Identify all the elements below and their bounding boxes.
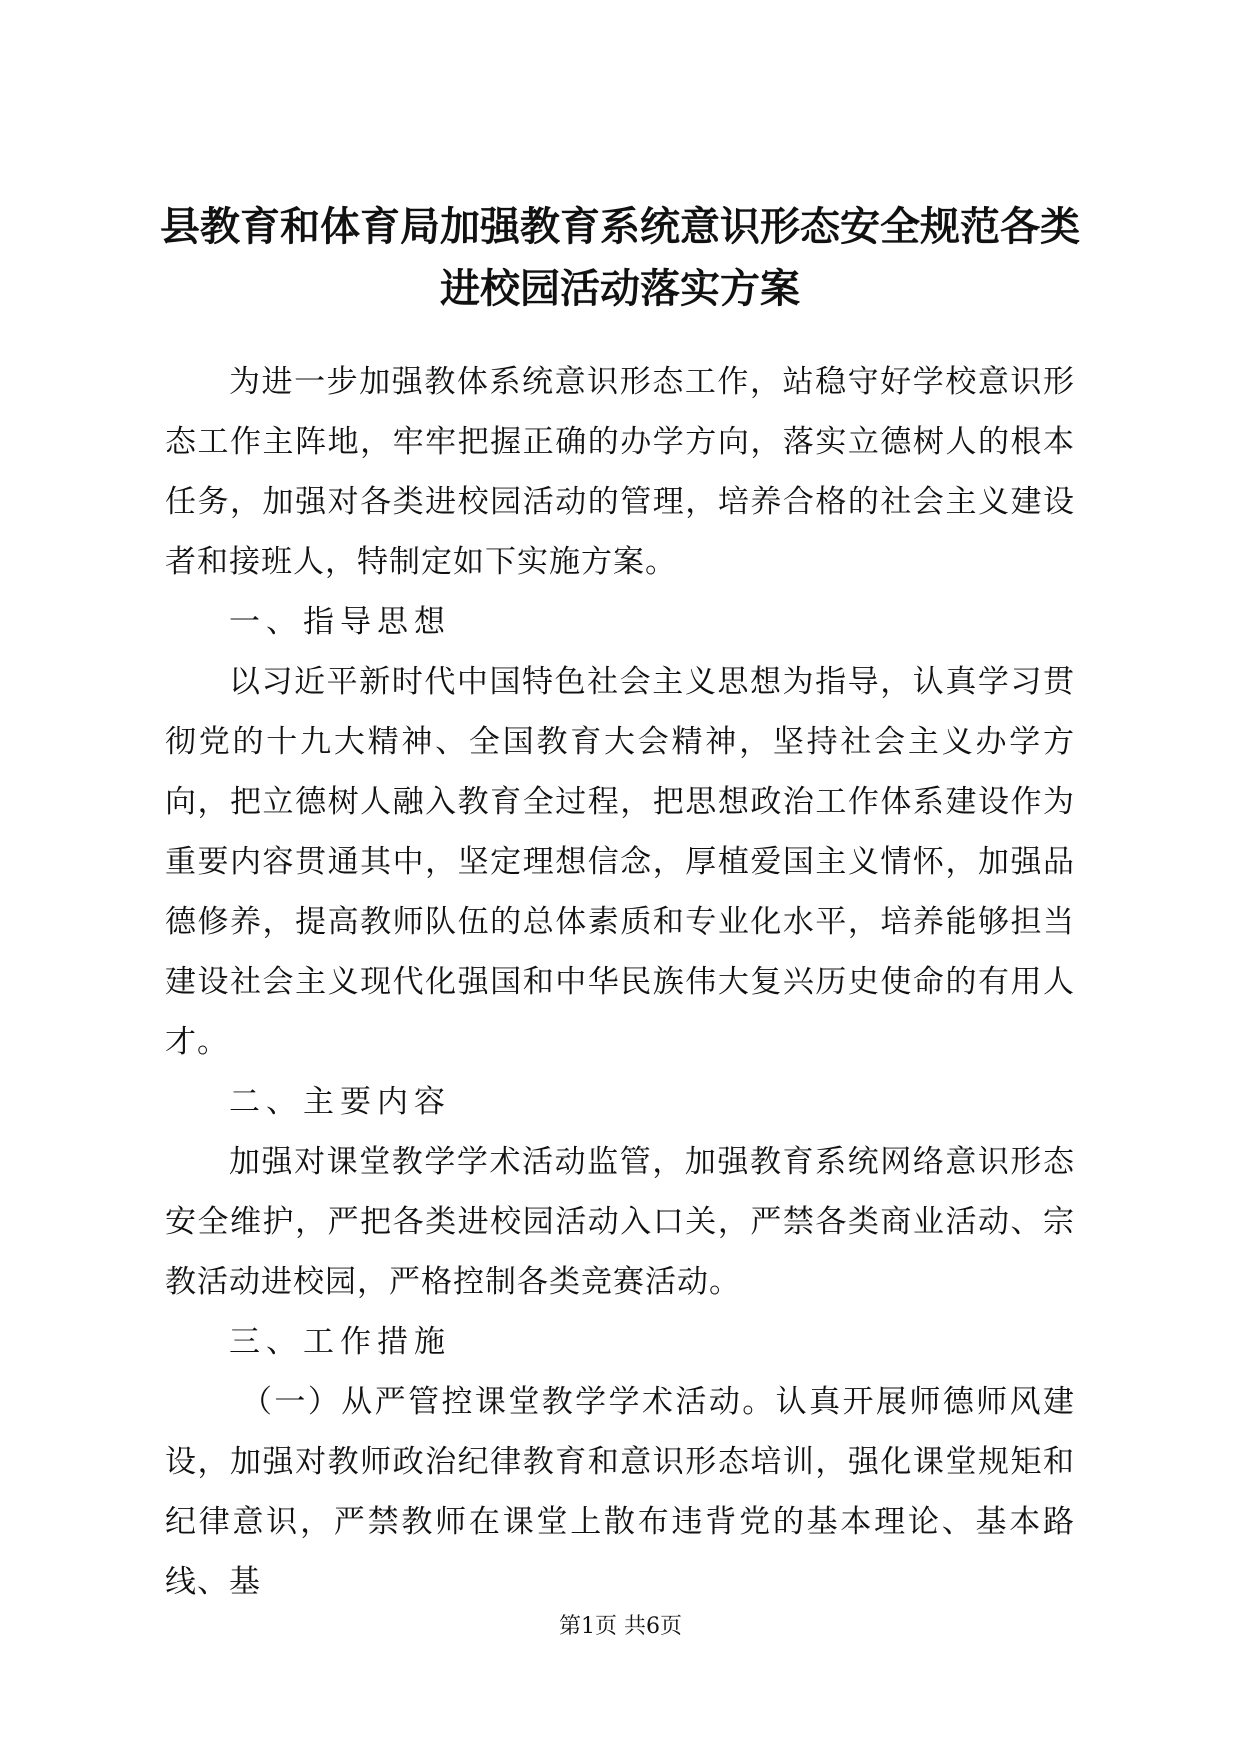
section-heading-main-content: 二、主要内容	[229, 1084, 451, 1120]
document-body	[165, 352, 1075, 1612]
intro-paragraph: 为进一步加强教体系统意识形态工作，站稳守好学校意识形态工作主阵地，牢牢把握正确的办学方向，落实立德树人的根本任务，加强对各类进校园活动的管理，培养合格的社会主义建设者和接班人，特制定如下实施方案。	[165, 364, 1075, 580]
guiding-ideology-paragraph: 以习近平新时代中国特色社会主义思想为指导，认真学习贯彻党的十九大精神、全国教育大会精神，坚持社会主义办学方向，把立德树人融入教育全过程，把思想政治工作体系建设作为重要内容贯通其中，坚定理想信念，厚植爱国主义情怀，加强品德修养，提高教师队伍的总体素质和专业化水平，培养能够担当建设社会主义现代化强国和中华民族伟大复兴历史使命的有用人才。	[165, 664, 1075, 1060]
page-footer: 第1页 共6页	[559, 1614, 682, 1639]
section-heading-work-measures: 三、工作措施	[229, 1324, 451, 1360]
section-heading-guiding-ideology: 一、指导思想	[229, 604, 451, 640]
main-content-paragraph: 加强对课堂教学学术活动监管，加强教育系统网络意识形态安全维护，严把各类进校园活动入口关，严禁各类商业活动、宗教活动进校园，严格控制各类竞赛活动。	[165, 1144, 1075, 1300]
work-measures-paragraph: （一）从严管控课堂教学学术活动。认真开展师德师风建设，加强对教师政治纪律教育和意识形态培训，强化课堂规矩和纪律意识，严禁教师在课堂上散布违背党的基本理论、基本路线、基	[165, 1384, 1075, 1600]
document-title: 县教育和体育局加强教育系统意识形态安全规范各类进校园活动落实方案	[160, 203, 1080, 312]
